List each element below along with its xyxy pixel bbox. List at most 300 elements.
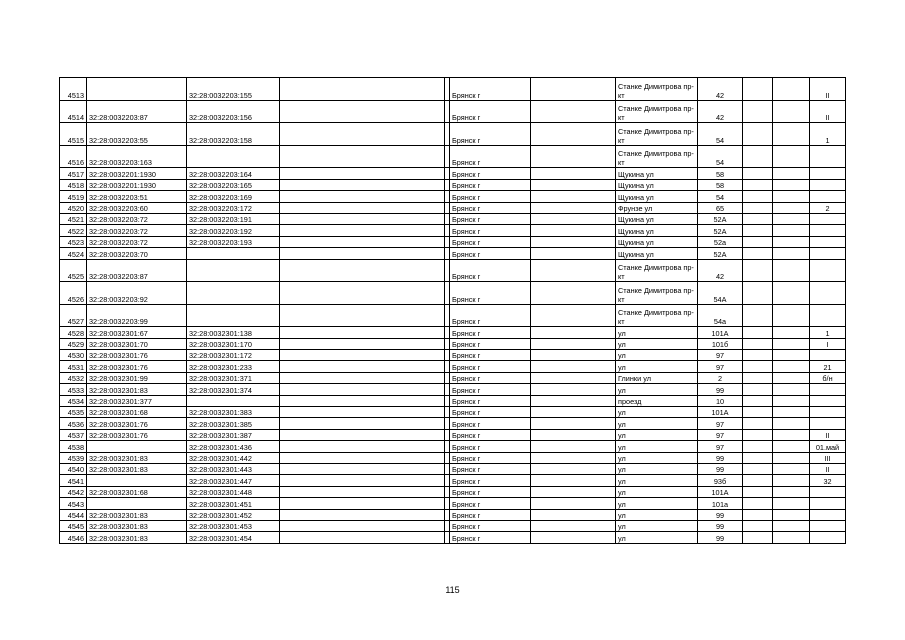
apartment-number-cell: 01.май [810,441,846,452]
table-row [60,520,846,531]
locality-cell: Брянск г [450,191,531,202]
street-cell: ул [616,407,698,418]
locality-cell: Брянск г [450,361,531,372]
row-number-cell: 4533 [60,384,87,395]
cadastral-number-land-cell: 32:28:0032203:163 [87,145,187,168]
column-empty-10-cell [773,395,810,406]
row-number-cell: 4536 [60,418,87,429]
row-number-cell: 4534 [60,395,87,406]
row-number-cell: 4513 [60,78,87,101]
apartment-number-cell: б/н [810,372,846,383]
street-cell: ул [616,418,698,429]
row-number-cell: 4543 [60,498,87,509]
table-row [60,498,846,509]
column-empty-10-cell [773,361,810,372]
house-number-cell: 99 [698,520,743,531]
column-empty-6-cell [531,532,616,543]
column-empty-10-cell [773,168,810,179]
column-empty-3-cell [280,532,445,543]
row-number-cell: 4522 [60,225,87,236]
locality-cell: Брянск г [450,338,531,349]
house-number-cell: 54 [698,123,743,146]
house-number-cell: 54А [698,282,743,305]
cadastral-number-land-cell: 32:28:0032301:99 [87,372,187,383]
column-empty-9-cell [743,225,773,236]
column-empty-10-cell [773,350,810,361]
column-empty-3-cell [280,282,445,305]
column-empty-9-cell [743,327,773,338]
apartment-number-cell [810,225,846,236]
row-number-cell: 4523 [60,236,87,247]
apartment-number-cell: II [810,78,846,101]
cadastral-number-object-cell: 32:28:0032203:165 [187,179,280,190]
house-number-cell: 58 [698,179,743,190]
cadastral-number-land-cell: 32:28:0032203:72 [87,225,187,236]
house-number-cell: 52А [698,213,743,224]
apartment-number-cell [810,395,846,406]
apartment-number-cell [810,304,846,327]
column-empty-9-cell [743,78,773,101]
column-empty-9-cell [743,520,773,531]
row-number-cell: 4537 [60,429,87,440]
locality-cell: Брянск г [450,213,531,224]
apartment-number-cell [810,282,846,305]
locality-cell: Брянск г [450,429,531,440]
column-empty-10-cell [773,123,810,146]
column-empty-6-cell [531,100,616,123]
column-empty-10-cell [773,429,810,440]
cadastral-number-object-cell [187,248,280,259]
apartment-number-cell [810,350,846,361]
locality-cell: Брянск г [450,179,531,190]
row-number-cell: 4521 [60,213,87,224]
column-empty-3-cell [280,498,445,509]
apartment-number-cell [810,418,846,429]
row-number-cell: 4544 [60,509,87,520]
column-empty-9-cell [743,407,773,418]
column-empty-9-cell [743,304,773,327]
house-number-cell: 97 [698,418,743,429]
house-number-cell: 101а [698,498,743,509]
cadastral-number-object-cell [187,282,280,305]
cadastral-number-object-cell: 32:28:0032301:374 [187,384,280,395]
table-row [60,168,846,179]
column-empty-9-cell [743,441,773,452]
locality-cell: Брянск г [450,145,531,168]
street-cell: Станке Димитрова пр-кт [616,145,698,168]
row-number-cell: 4538 [60,441,87,452]
street-cell: ул [616,429,698,440]
row-number-cell: 4532 [60,372,87,383]
column-empty-6-cell [531,429,616,440]
column-empty-10-cell [773,463,810,474]
table-row [60,213,846,224]
table-row [60,463,846,474]
column-empty-3-cell [280,395,445,406]
table-row [60,475,846,486]
column-empty-3-cell [280,418,445,429]
column-empty-9-cell [743,259,773,282]
locality-cell: Брянск г [450,202,531,213]
column-empty-9-cell [743,248,773,259]
column-empty-3-cell [280,78,445,101]
column-empty-10-cell [773,248,810,259]
table-row [60,327,846,338]
house-number-cell: 97 [698,361,743,372]
cadastral-number-object-cell: 32:28:0032301:172 [187,350,280,361]
column-empty-10-cell [773,475,810,486]
apartment-number-cell [810,407,846,418]
row-number-cell: 4535 [60,407,87,418]
street-cell: Станке Димитрова пр-кт [616,100,698,123]
cadastral-number-land-cell: 32:28:0032203:60 [87,202,187,213]
column-empty-9-cell [743,532,773,543]
cadastral-number-object-cell: 32:28:0032203:169 [187,191,280,202]
column-empty-10-cell [773,145,810,168]
cadastral-number-land-cell: 32:28:0032203:55 [87,123,187,146]
column-empty-9-cell [743,179,773,190]
cadastral-number-land-cell: 32:28:0032201:1930 [87,179,187,190]
column-empty-6-cell [531,78,616,101]
cadastral-number-land-cell: 32:28:0032301:76 [87,361,187,372]
street-cell: Щукина ул [616,213,698,224]
column-empty-3-cell [280,100,445,123]
street-cell: Станке Димитрова пр-кт [616,259,698,282]
column-empty-6-cell [531,509,616,520]
row-number-cell: 4531 [60,361,87,372]
cadastral-number-land-cell: 32:28:0032301:83 [87,463,187,474]
column-empty-9-cell [743,429,773,440]
table-row [60,78,846,101]
column-empty-9-cell [743,338,773,349]
column-empty-3-cell [280,338,445,349]
locality-cell: Брянск г [450,282,531,305]
page-number: 115 [445,585,460,595]
street-cell: Щукина ул [616,168,698,179]
house-number-cell: 42 [698,100,743,123]
cadastral-number-land-cell [87,498,187,509]
row-number-cell: 4516 [60,145,87,168]
street-cell: Щукина ул [616,191,698,202]
table-row [60,123,846,146]
cadastral-number-object-cell: 32:28:0032301:233 [187,361,280,372]
column-empty-3-cell [280,452,445,463]
cadastral-number-land-cell: 32:28:0032203:51 [87,191,187,202]
apartment-number-cell: II [810,100,846,123]
table-row [60,441,846,452]
column-empty-10-cell [773,225,810,236]
street-cell: ул [616,498,698,509]
column-empty-10-cell [773,418,810,429]
street-cell: Станке Димитрова пр-кт [616,78,698,101]
column-empty-3-cell [280,372,445,383]
column-empty-9-cell [743,236,773,247]
column-empty-10-cell [773,407,810,418]
column-empty-6-cell [531,225,616,236]
apartment-number-cell: 32 [810,475,846,486]
row-number-cell: 4515 [60,123,87,146]
house-number-cell: 54 [698,145,743,168]
locality-cell: Брянск г [450,532,531,543]
column-empty-9-cell [743,191,773,202]
row-number-cell: 4519 [60,191,87,202]
locality-cell: Брянск г [450,236,531,247]
cadastral-number-object-cell: 32:28:0032203:191 [187,213,280,224]
row-number-cell: 4530 [60,350,87,361]
table-row [60,282,846,305]
cadastral-number-land-cell: 32:28:0032203:87 [87,259,187,282]
locality-cell: Брянск г [450,418,531,429]
cadastral-number-land-cell: 32:28:0032301:83 [87,509,187,520]
locality-cell: Брянск г [450,248,531,259]
street-cell: Станке Димитрова пр-кт [616,304,698,327]
row-number-cell: 4539 [60,452,87,463]
locality-cell: Брянск г [450,78,531,101]
locality-cell: Брянск г [450,463,531,474]
street-cell: ул [616,384,698,395]
apartment-number-cell: II [810,463,846,474]
house-number-cell: 52А [698,248,743,259]
column-empty-9-cell [743,213,773,224]
locality-cell: Брянск г [450,475,531,486]
cadastral-number-land-cell: 32:28:0032203:70 [87,248,187,259]
house-number-cell: 52А [698,225,743,236]
house-number-cell: 10 [698,395,743,406]
column-empty-10-cell [773,236,810,247]
cadastral-number-object-cell: 32:28:0032203:172 [187,202,280,213]
column-empty-3-cell [280,236,445,247]
column-empty-9-cell [743,361,773,372]
cadastral-number-object-cell: 32:28:0032301:436 [187,441,280,452]
apartment-number-cell [810,532,846,543]
street-cell: Щукина ул [616,225,698,236]
table-row [60,202,846,213]
column-empty-9-cell [743,498,773,509]
cadastral-number-land-cell: 32:28:0032301:68 [87,407,187,418]
street-cell: ул [616,441,698,452]
locality-cell: Брянск г [450,509,531,520]
cadastral-number-object-cell: 32:28:0032301:138 [187,327,280,338]
column-empty-6-cell [531,191,616,202]
street-cell: Фрунзе ул [616,202,698,213]
house-number-cell: 58 [698,168,743,179]
cadastral-number-object-cell: 32:28:0032301:442 [187,452,280,463]
street-cell: ул [616,327,698,338]
column-empty-6-cell [531,418,616,429]
column-empty-6-cell [531,259,616,282]
column-empty-10-cell [773,282,810,305]
house-number-cell: 65 [698,202,743,213]
table-row [60,145,846,168]
column-empty-3-cell [280,429,445,440]
apartment-number-cell [810,236,846,247]
cadastral-number-land-cell: 32:28:0032301:83 [87,452,187,463]
row-number-cell: 4542 [60,486,87,497]
column-empty-3-cell [280,304,445,327]
apartment-number-cell [810,384,846,395]
cadastral-number-object-cell: 32:28:0032301:448 [187,486,280,497]
locality-cell: Брянск г [450,350,531,361]
cadastral-number-land-cell [87,78,187,101]
column-empty-10-cell [773,179,810,190]
apartment-number-cell [810,191,846,202]
street-cell: Станке Димитрова пр-кт [616,282,698,305]
column-empty-3-cell [280,248,445,259]
house-number-cell: 101А [698,486,743,497]
street-cell: Щукина ул [616,236,698,247]
house-number-cell: 97 [698,429,743,440]
cadastral-number-object-cell [187,145,280,168]
cadastral-number-object-cell: 32:28:0032301:454 [187,532,280,543]
table-row [60,191,846,202]
cadastral-number-land-cell: 32:28:0032301:83 [87,532,187,543]
column-empty-10-cell [773,304,810,327]
street-cell: ул [616,452,698,463]
column-empty-10-cell [773,213,810,224]
column-empty-3-cell [280,327,445,338]
row-number-cell: 4524 [60,248,87,259]
column-empty-3-cell [280,225,445,236]
street-cell: Щукина ул [616,248,698,259]
house-number-cell: 101А [698,407,743,418]
column-empty-6-cell [531,236,616,247]
table-row [60,179,846,190]
apartment-number-cell [810,498,846,509]
column-empty-9-cell [743,418,773,429]
apartment-number-cell [810,179,846,190]
table-row [60,225,846,236]
column-empty-3-cell [280,407,445,418]
table-row [60,384,846,395]
column-empty-10-cell [773,338,810,349]
locality-cell: Брянск г [450,441,531,452]
house-number-cell: 101б [698,338,743,349]
column-empty-6-cell [531,350,616,361]
locality-cell: Брянск г [450,452,531,463]
column-empty-6-cell [531,213,616,224]
street-cell: Станке Димитрова пр-кт [616,123,698,146]
apartment-number-cell: 1 [810,327,846,338]
column-empty-3-cell [280,145,445,168]
column-empty-10-cell [773,202,810,213]
locality-cell: Брянск г [450,395,531,406]
house-number-cell: 99 [698,384,743,395]
cadastral-number-object-cell: 32:28:0032301:451 [187,498,280,509]
house-number-cell: 54а [698,304,743,327]
house-number-cell: 99 [698,452,743,463]
column-empty-3-cell [280,463,445,474]
row-number-cell: 4514 [60,100,87,123]
cadastral-number-object-cell: 32:28:0032301:385 [187,418,280,429]
house-number-cell: 97 [698,350,743,361]
column-empty-6-cell [531,168,616,179]
street-cell: ул [616,463,698,474]
locality-cell: Брянск г [450,407,531,418]
column-empty-6-cell [531,384,616,395]
register-table [59,77,846,544]
column-empty-3-cell [280,179,445,190]
cadastral-number-land-cell: 32:28:0032301:377 [87,395,187,406]
column-empty-6-cell [531,441,616,452]
house-number-cell: 54 [698,191,743,202]
locality-cell: Брянск г [450,304,531,327]
cadastral-number-object-cell: 32:28:0032301:170 [187,338,280,349]
locality-cell: Брянск г [450,384,531,395]
locality-cell: Брянск г [450,486,531,497]
house-number-cell: 97 [698,441,743,452]
street-cell: ул [616,361,698,372]
cadastral-number-land-cell: 32:28:0032301:76 [87,429,187,440]
column-empty-6-cell [531,463,616,474]
cadastral-number-land-cell [87,475,187,486]
column-empty-10-cell [773,327,810,338]
house-number-cell: 101А [698,327,743,338]
street-cell: ул [616,338,698,349]
column-empty-6-cell [531,407,616,418]
table-row [60,259,846,282]
row-number-cell: 4518 [60,179,87,190]
table-row [60,304,846,327]
column-empty-6-cell [531,327,616,338]
cadastral-number-object-cell: 32:28:0032203:192 [187,225,280,236]
apartment-number-cell [810,486,846,497]
row-number-cell: 4520 [60,202,87,213]
table-row [60,361,846,372]
column-empty-3-cell [280,202,445,213]
column-empty-3-cell [280,384,445,395]
column-empty-6-cell [531,520,616,531]
cadastral-number-land-cell: 32:28:0032301:83 [87,520,187,531]
cadastral-number-land-cell [87,441,187,452]
house-number-cell: 99 [698,509,743,520]
column-empty-10-cell [773,100,810,123]
table-row [60,100,846,123]
column-empty-9-cell [743,395,773,406]
apartment-number-cell [810,213,846,224]
apartment-number-cell: 21 [810,361,846,372]
house-number-cell: 93б [698,475,743,486]
cadastral-number-land-cell: 32:28:0032201:1930 [87,168,187,179]
column-empty-9-cell [743,463,773,474]
cadastral-number-land-cell: 32:28:0032203:72 [87,236,187,247]
column-empty-9-cell [743,372,773,383]
table-row [60,429,846,440]
column-empty-6-cell [531,248,616,259]
apartment-number-cell [810,145,846,168]
row-number-cell: 4546 [60,532,87,543]
locality-cell: Брянск г [450,123,531,146]
cadastral-number-object-cell: 32:28:0032203:193 [187,236,280,247]
locality-cell: Брянск г [450,100,531,123]
column-empty-6-cell [531,304,616,327]
row-number-cell: 4528 [60,327,87,338]
cadastral-number-object-cell: 32:28:0032301:452 [187,509,280,520]
cadastral-number-land-cell: 32:28:0032301:76 [87,350,187,361]
column-empty-3-cell [280,441,445,452]
column-empty-3-cell [280,123,445,146]
cadastral-number-object-cell: 32:28:0032203:164 [187,168,280,179]
column-empty-6-cell [531,338,616,349]
column-empty-10-cell [773,372,810,383]
street-cell: Щукина ул [616,179,698,190]
apartment-number-cell [810,168,846,179]
column-empty-10-cell [773,532,810,543]
column-empty-6-cell [531,202,616,213]
house-number-cell: 99 [698,532,743,543]
house-number-cell: 99 [698,463,743,474]
cadastral-number-land-cell: 32:28:0032203:72 [87,213,187,224]
apartment-number-cell [810,259,846,282]
